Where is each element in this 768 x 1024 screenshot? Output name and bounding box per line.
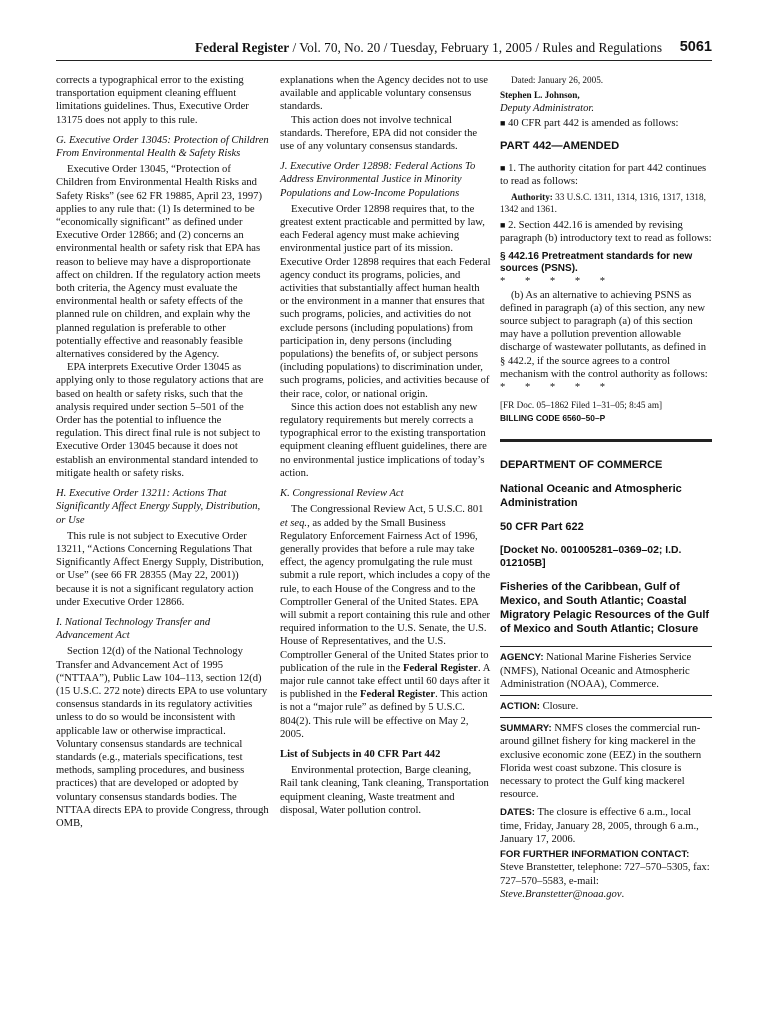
text-run: NMFS closes the commercial run-around gillnet fishery for king mackerel in the exclusive economic zone (EEZ) in the southern Florida west coast subzone. This closure is necessary to protect the Gulf king mackerel resource. <box>500 723 702 801</box>
billing-code: BILLING CODE 6560–50–P <box>500 413 606 424</box>
text-run: Closure. <box>539 701 579 713</box>
text-run-bold: Federal Register <box>402 662 478 674</box>
square-bullet-icon: ■ <box>500 220 506 231</box>
page-header <box>56 38 712 61</box>
paragraph: Environmental protection, Barge cleaning, Rail tank cleaning, Tank cleaning, Transportation equipment cleaning, Waste treatment and disposal, Water pollution control. <box>280 765 489 816</box>
text-run-bold: Federal Register <box>360 689 436 701</box>
section-heading-k: K. Congressional Review Act <box>280 488 404 500</box>
section-heading-h: H. Executive Order 13211: Actions That Significantly Affect Energy Supply, Distribution, or Use <box>56 488 261 526</box>
journal-name: Federal Register <box>195 40 290 55</box>
signer-name: Stephen L. Johnson, <box>500 90 580 100</box>
paragraph: This rule is not subject to Executive Order 13211, “Actions Concerning Regulations That Significantly Affect Energy Supply, Distribution, or Use” (see 66 FR 28355 (May 22, 2001)) because it is not a significant regulatory action under Executive Order 12866. <box>56 530 264 608</box>
text-run: 2. Section 442.16 is amended by revising paragraph (b) introductory text to read as follows: <box>500 220 712 245</box>
divider <box>500 717 712 718</box>
column-2 <box>280 74 491 817</box>
text-run: 1. The authority citation for part 442 continues to read as follows: <box>500 162 707 187</box>
action-label: ACTION: <box>500 701 540 713</box>
square-bullet-icon: ■ <box>500 162 506 173</box>
text-run: . This action is not a “major rule” as defined by 5 U.S.C. 804(2). This rule will be effective on May 2, 2005. <box>280 689 488 740</box>
text-run: . A major rule cannot take effect until 60 days after it is published in the <box>280 662 490 701</box>
text-run: , as added by the Small Business Regulatory Enforcement Fairness Act of 1996, generally provides that before a rule may take effect, the agency promulgating the rule must submit a rule report, which includes a copy of the rule, to each House of the Congress and to the Comptroller General of the United States. EPA will submit a report containing this rule and other required information to the U.S. Senate, the U.S. House of Representatives, and the U.S. Comptroller General of the United States prior to publication of the rule in the <box>280 517 491 674</box>
paragraph: explanations when the Agency decides not to use available and applicable voluntary consensus standards. <box>280 75 488 113</box>
authority-citation <box>500 191 712 215</box>
cfr-part: 50 CFR Part 622 <box>500 521 584 534</box>
column-3 <box>500 74 712 901</box>
paragraph: Executive Order 12898 requires that, to the greatest extent practicable and permitted by law, each Federal agency must make achieving environmental justice part of its mission. Executive Order 12898 requires that each Federal agency conduct its programs, policies, and activities that substantially affect human health or the environment in a manner that ensures that such programs, policies, and activities do not exclude persons (including populations) from participation in, deny persons (including populations) the benefits of, or subject persons (including populations) to discrimination under, such programs, policies, and activities because of their race, color, or national origin. <box>280 203 491 400</box>
paragraph: This action does not involve technical standards. Therefore, EPA did not consider the use of any voluntary consensus standards. <box>280 114 478 153</box>
amendatory-item-2 <box>500 219 712 245</box>
section-442-16-heading: § 442.16 Pretreatment standards for new sources (PSNS). <box>500 251 693 275</box>
text-run: Steve Branstetter, telephone: 727–570–5305, fax: 727–570–5583, e-mail: <box>500 862 710 887</box>
signer-title: Deputy Administrator. <box>500 103 594 114</box>
amendatory-instruction <box>500 117 712 130</box>
text-run: The closure is effective 6 a.m., local time, Friday, January 28, 2005, through 6 a.m., January 17, 2006. <box>500 807 699 845</box>
omission-stars: * * * * * <box>500 276 606 288</box>
paragraph: corrects a typographical error to the existing transportation equipment cleaning effluent limitations guidelines. Thus, Executive Order 13175 does not apply to this rule. <box>56 75 249 126</box>
paragraph: EPA interprets Executive Order 13045 as applying only to those regulatory actions that are based on health or safety risks, such that the analysis required under section 5–501 of the Order has the potential to influence the regulation. This direct final rule is not subject to Executive Order 13045 because it does not establish an environmental standard intended to mitigate health or safety risks. <box>56 362 264 479</box>
fr-doc-line: [FR Doc. 05–1862 Filed 1–31–05; 8:45 am] <box>500 400 663 411</box>
paragraph <box>280 503 491 741</box>
action-block <box>500 700 712 713</box>
text-run: The Congressional Review Act, 5 U.S.C. 801 <box>291 504 484 516</box>
text-run: 40 CFR part 442 is amended as follows: <box>505 118 679 130</box>
column-1 <box>56 74 269 830</box>
authority-label: Authority: <box>511 192 553 203</box>
section-divider <box>500 439 712 442</box>
paragraph: Executive Order 13045, “Protection of Children from Environmental Health Risks and Safety Risks” (see 62 FR 19885, April 23, 1997) applies to any rule that: (1) Is determined to be “economically significant” as defined under Executive Order 12866; and (2) concerns an environmental health or safety risk that EPA has reason to believe may have a disproportionate affect on children. If the regulatory action meets both criteria, the Agency must evaluate the environmental health or safety effects of the planned rule on children, and explain why the planned regulation is preferable to other potentially effective and reasonably feasible alternatives considered by the Agency. <box>56 164 262 361</box>
issue-info: / Vol. 70, No. 20 / Tuesday, February 1, 2005 / Rules and Regulations <box>289 40 662 55</box>
agency-label: AGENCY: <box>500 652 544 664</box>
contact-block <box>500 861 712 901</box>
running-head <box>195 40 662 56</box>
section-heading-g: G. Executive Order 13045: Protection of Children From Environmental Health & Safety Risks <box>56 134 269 160</box>
summary-block <box>500 722 712 801</box>
dated-line: Dated: January 26, 2005. <box>511 75 604 85</box>
contact-email: Steve.Branstetter@noaa.gov <box>500 888 622 900</box>
divider <box>500 646 712 647</box>
agency-name: National Oceanic and Atmospheric Administration <box>500 483 682 510</box>
docket-number: [Docket No. 001005281–0369–02; I.D. 012105B] <box>500 545 682 570</box>
text-run: . <box>621 888 625 900</box>
section-heading-i: I. National Technology Transfer and Advancement Act <box>56 616 211 642</box>
paragraph-b: (b) As an alternative to achieving PSNS as defined in paragraph (a) of this section, any new source subject to paragraph (a) of this section may have a pollution prevention allowable discharge of wastewater pollutants, as defined in § 442.2, if the source agrees to a control mechanism with the control authority as follows: <box>500 289 708 380</box>
paragraph: Section 12(d) of the National Technology Transfer and Advancement Act of 1995 (“NTTAA”), Public Law 104–113, section 12(d) (15 U.S.C. 272 note) directs EPA to use voluntary consensus standards in its regulatory activities unless to do so would be inconsistent with applicable law or otherwise impractical. Voluntary consensus standards are technical standards (e.g., materials specifications, test methods, sampling procedures, and business practices) that are developed or adopted by voluntary consensus standards bodies. The NTTAA directs EPA to provide Congress, through OMB, <box>56 646 269 829</box>
text-run: 33 U.S.C. 1311, 1314, 1316, 1317, 1318, 1342 and 1361. <box>500 192 706 215</box>
square-bullet-icon: ■ <box>500 118 506 129</box>
part-heading: PART 442—AMENDED <box>500 140 620 153</box>
omission-stars: * * * * * <box>500 382 606 394</box>
summary-label: SUMMARY: <box>500 723 552 735</box>
divider <box>500 695 712 696</box>
paragraph: Since this action does not establish any new regulatory requirements but merely corrects a typographical error to the existing transportation equipment cleaning effluent guidelines, there are no environmental justice implications of today’s action. <box>280 401 487 479</box>
dates-block <box>500 806 712 846</box>
list-of-subjects-heading: List of Subjects in 40 CFR Part 442 <box>280 748 441 760</box>
department-name: DEPARTMENT OF COMMERCE <box>500 459 663 472</box>
text-run-italic: et seq. <box>280 517 308 529</box>
text-run: National Marine Fisheries Service (NMFS), National Oceanic and Atmospheric Administration (NOAA), Commerce. <box>500 652 692 690</box>
section-heading-j: J. Executive Order 12898: Federal Actions To Address Environmental Justice in Minority Populations and Low-Income Populations <box>280 161 476 199</box>
dates-label: DATES: <box>500 807 535 819</box>
page-number: 5061 <box>679 39 712 55</box>
amendatory-item-1 <box>500 162 712 188</box>
contact-label: FOR FURTHER INFORMATION CONTACT: <box>500 849 690 861</box>
agency-block <box>500 651 712 691</box>
rule-title: Fisheries of the Caribbean, Gulf of Mexico, and South Atlantic; Coastal Migratory Pelagic Resources of the Gulf of Mexico and South Atlantic; Closure <box>500 581 710 636</box>
